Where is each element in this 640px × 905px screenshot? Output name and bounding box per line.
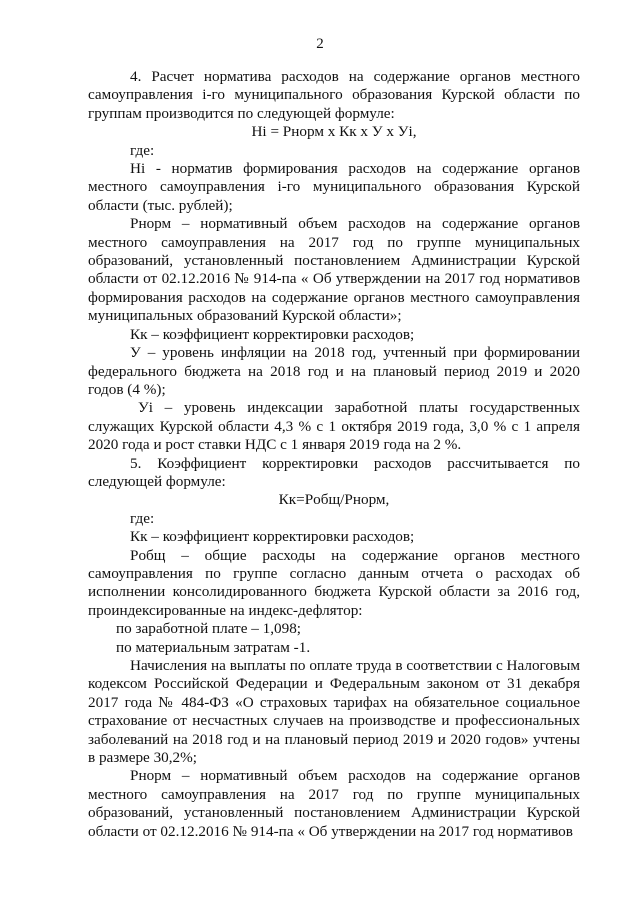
paragraph-item-5: 5. Коэффициент корректировки расходов рассчитывается по следующей формуле: xyxy=(88,454,580,490)
definition-ui: Уi – уровень индексации заработной платы государственных служащих Курской области 4,3 % с 1 октября 2019 года, 3,0 % с 1 апреля 2020 года и рост ставки НДС с 1 января 2019 года на 2 %. xyxy=(88,399,580,454)
definition-rnorm: Pнорм – нормативный объем расходов на содержание органов местного самоуправления на 2017 год по группе муниципальных образований, установленный постановлением Администрации Курской области от 02.12.2016 № 914-па « Об утверждении на 2017 год нормативов формирования расходов на содержание органов местного самоуправления муниципальных образований Курской области»; xyxy=(88,215,580,325)
definition-kk: Кк – коэффициент корректировки расходов; xyxy=(130,325,415,343)
formula-hi: Hi = Pнорм x Кк x У x Уi, xyxy=(251,123,417,141)
deflator-material: по материальным затратам -1. xyxy=(116,638,311,656)
definition-rnorm-2: Pнорм – нормативный объем расходов на содержание органов местного самоуправления на 2017 год по группе муниципальных образований, установленный постановлением Администрации Курской области от 02.12.2016 № 914-па « Об утверждении на 2017 год нормативов xyxy=(88,767,580,840)
page-number: 2 xyxy=(316,36,324,52)
where-label: где: xyxy=(130,141,155,159)
definition-hi: Hi - норматив формирования расходов на содержание органов местного самоуправления i-го муниципального образования Курской области (тыс. рублей); xyxy=(88,160,580,214)
document-body xyxy=(88,68,580,841)
definition-u: У – уровень инфляции на 2018 год, учтенный при формировании федерального бюджета на 2018 год и на плановый период 2019 и 2020 годов (4 %); xyxy=(88,344,580,398)
formula-kk: Кк=Pобщ/Pнорм, xyxy=(278,491,390,509)
deflator-salary: по заработной плате – 1,098; xyxy=(116,620,302,638)
paragraph-item-4: 4. Расчет норматива расходов на содержание органов местного самоуправления i-го муниципального образования Курской области по группам производится по следующей формуле: xyxy=(88,68,580,122)
definition-robsh: Pобщ – общие расходы на содержание органов местного самоуправления по группе согласно данным отчета о расходах об исполнении консолидированного бюджета Курской области за 2016 год, проиндексированные на индекс-дефлятор: xyxy=(88,546,580,619)
paragraph-accruals: Начисления на выплаты по оплате труда в соответствии с Налоговым кодексом Российской Федерации и Федеральным законом от 31 декабря 2017 года № 484-ФЗ «О страховых тарифах на обязательное социальное страхование от несчастных случаев на производстве и профессиональных заболеваний на 2018 год и на плановый период 2019 и 2020 годов» учтены в размере 30,2%; xyxy=(88,657,580,767)
definition-kk-2: Кк – коэффициент корректировки расходов; xyxy=(130,528,415,546)
where-label-2: где: xyxy=(130,509,155,527)
